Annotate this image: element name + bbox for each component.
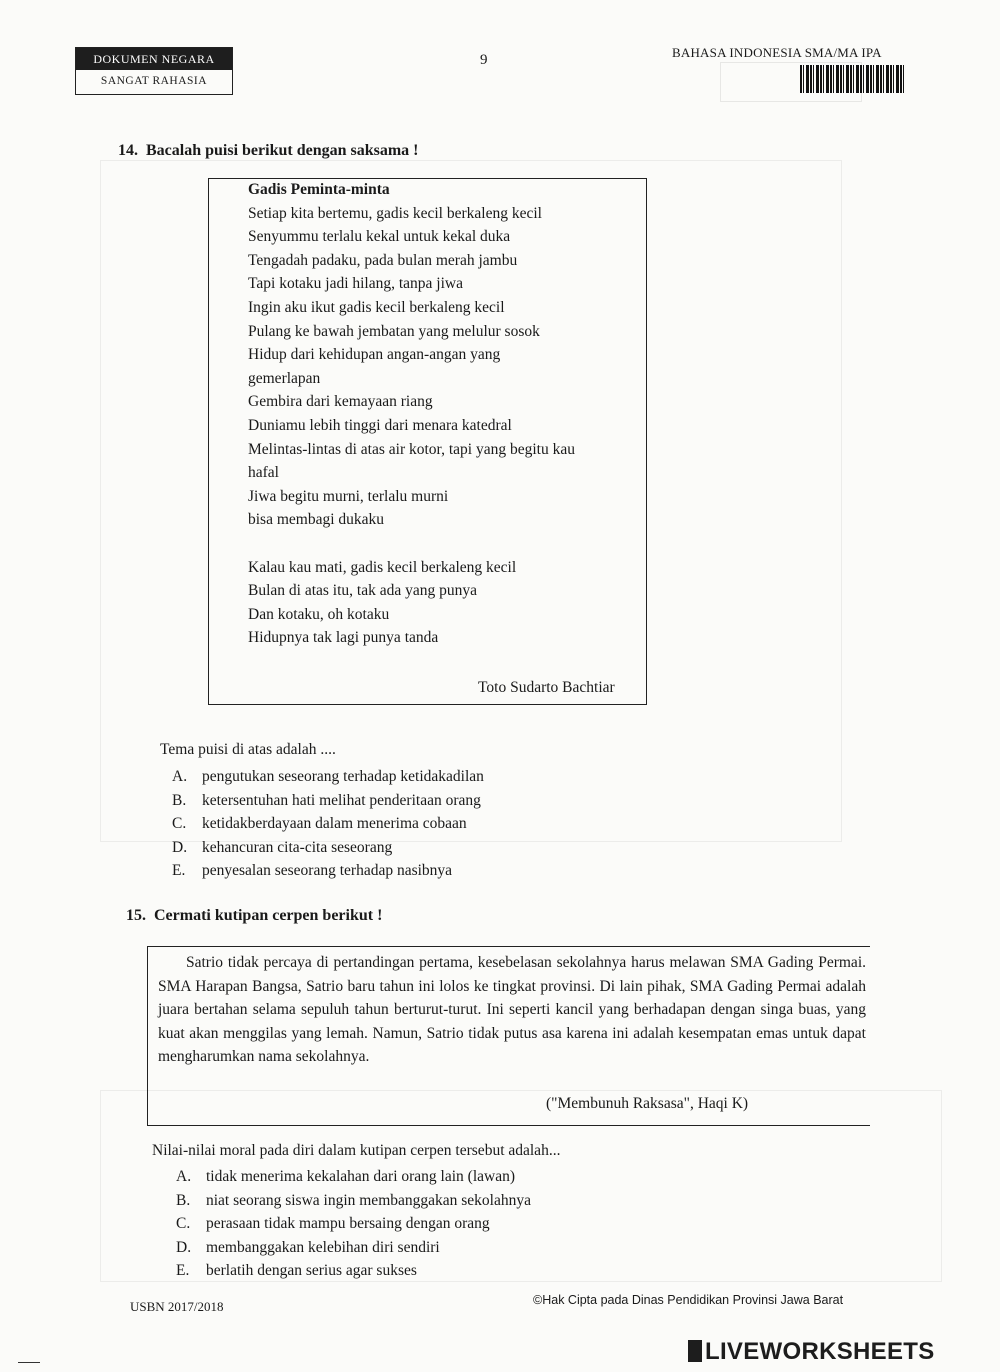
option-letter: E. — [172, 862, 186, 880]
poem-line: Tapi kotaku jadi hilang, tanpa jiwa — [248, 275, 463, 293]
option-letter: A. — [176, 1168, 192, 1185]
poem-line: Melintas-lintas di atas air kotor, tapi yang begitu kau — [248, 440, 575, 458]
option-letter: B. — [172, 791, 187, 809]
poem-text — [248, 178, 575, 650]
option-letter: C. — [172, 815, 187, 833]
poem-line: Setiap kita bertemu, gadis kecil berkaleng kecil — [248, 204, 542, 222]
poem-line: gemerlapan — [248, 369, 321, 387]
poem-author: Toto Sudarto Bachtiar — [478, 679, 615, 696]
page-number: 9 — [480, 52, 488, 68]
question-14-instruction: Bacalah puisi berikut dengan saksama ! — [146, 142, 419, 159]
question-14-options — [172, 765, 484, 883]
option-letter: A. — [172, 768, 188, 785]
liveworksheets-text: LIVEWORKSHEETS — [705, 1338, 935, 1365]
poem-line: Bulan di atas itu, tak ada yang punya — [248, 582, 477, 600]
option-e[interactable] — [172, 859, 484, 883]
question-15-options — [176, 1165, 531, 1283]
footer-copyright: ©Hak Cipta pada Dinas Pendidikan Provinsi Jawa Barat — [533, 1293, 844, 1307]
poem-line: bisa membagi dukaku — [248, 511, 385, 529]
question-14-number: 14. — [118, 142, 138, 159]
bleed-through-shadow — [720, 62, 862, 102]
poem-line: Jiwa begitu murni, terlalu murni — [248, 487, 449, 505]
option-letter: D. — [172, 838, 188, 856]
option-text: tidak menerima kekalahan dari orang lain (lawan) — [206, 1168, 516, 1185]
question-15-instruction: Cermati kutipan cerpen berikut ! — [154, 907, 383, 924]
option-a[interactable] — [172, 765, 484, 789]
poem-line: Tengadah padaku, pada bulan merah jambu — [248, 251, 518, 269]
option-text: membanggakan kelebihan diri sendiri — [206, 1238, 440, 1256]
poem-line: Hidup dari kehidupan angan-angan yang — [248, 346, 501, 364]
option-b[interactable] — [176, 1189, 531, 1213]
poem-title: Gadis Peminta-minta — [248, 181, 390, 198]
option-text: niat seorang siswa ingin membanggakan sekolahnya — [206, 1191, 531, 1209]
option-text: penyesalan seseorang terhadap nasibnya — [202, 862, 453, 880]
poem-line: Dan kotaku, oh kotaku — [248, 605, 390, 623]
option-text: ketidakberdayaan dalam menerima cobaan — [202, 815, 467, 833]
option-d[interactable] — [172, 836, 484, 860]
liveworksheets-icon — [688, 1340, 702, 1362]
option-text: ketersentuhan hati melihat penderitaan orang — [202, 791, 481, 809]
option-text: berlatih dengan serius agar sukses — [206, 1262, 417, 1280]
question-15-number: 15. — [126, 907, 146, 924]
question-14-text: Tema puisi di atas adalah .... — [160, 741, 336, 758]
poem-line: Ingin aku ikut gadis kecil berkaleng kecil — [248, 298, 505, 316]
option-letter: B. — [176, 1191, 191, 1209]
poem-line: Duniamu lebih tinggi dari menara katedral — [248, 416, 512, 434]
question-15-text: Nilai-nilai moral pada diri dalam kutipan cerpen tersebut adalah... — [152, 1142, 561, 1159]
option-letter: C. — [176, 1215, 191, 1233]
story-text: Satrio tidak percaya di pertandingan pertama, kesebelasan sekolahnya harus melawan SMA Gading Permai. SMA Harapan Bangsa, Satrio baru tahun ini lolos ke tingkat provinsi. Di lain pihak, SMA Gading Permai adalah juara bertahan selama sepuluh tahun berturut-turut. Ini seperti kancil yang berhadapan dengan singa buas, yang kuat akan menggilas yang lemah. Namun, Satrio tidak putus asa karena ini adalah kesempatan emas untuk dapat mengharumkan nama sekolahnya. — [158, 954, 866, 1066]
footer-rule — [18, 1362, 40, 1363]
option-b[interactable] — [172, 789, 484, 813]
liveworksheets-logo[interactable] — [688, 1338, 935, 1366]
option-c[interactable] — [172, 812, 484, 836]
option-letter: D. — [176, 1238, 192, 1256]
option-letter: E. — [176, 1262, 190, 1280]
poem-line: Kalau kau mati, gadis kecil berkaleng kecil — [248, 558, 517, 576]
poem-line: Gembira dari kemayaan riang — [248, 393, 433, 411]
option-text: kehancuran cita-cita seseorang — [202, 838, 393, 856]
option-d[interactable] — [176, 1236, 531, 1260]
option-c[interactable] — [176, 1212, 531, 1236]
subject-title: BAHASA INDONESIA SMA/MA IPA — [672, 45, 882, 60]
poem-line: hafal — [248, 464, 279, 482]
option-text: pengutukan seseorang terhadap ketidakadilan — [202, 768, 484, 785]
question-15-heading — [126, 907, 382, 925]
document-classification-box — [75, 47, 233, 95]
footer-exam: USBN 2017/2018 — [130, 1299, 224, 1314]
question-14-heading — [118, 142, 419, 160]
option-a[interactable] — [176, 1165, 531, 1189]
poem-line: Senyummu terlalu kekal untuk kekal duka — [248, 228, 511, 246]
story-excerpt — [158, 951, 866, 1069]
option-text: perasaan tidak mampu bersaing dengan orang — [206, 1215, 490, 1233]
option-e[interactable] — [176, 1259, 531, 1283]
poem-line: Hidupnya tak lagi punya tanda — [248, 629, 439, 647]
poem-line: Pulang ke bawah jembatan yang melulur sosok — [248, 322, 540, 340]
secret-label: SANGAT RAHASIA — [100, 75, 208, 87]
story-source: ("Membunuh Raksasa", Haqi K) — [546, 1095, 749, 1112]
doc-label: DOKUMEN NEGARA — [76, 48, 232, 70]
